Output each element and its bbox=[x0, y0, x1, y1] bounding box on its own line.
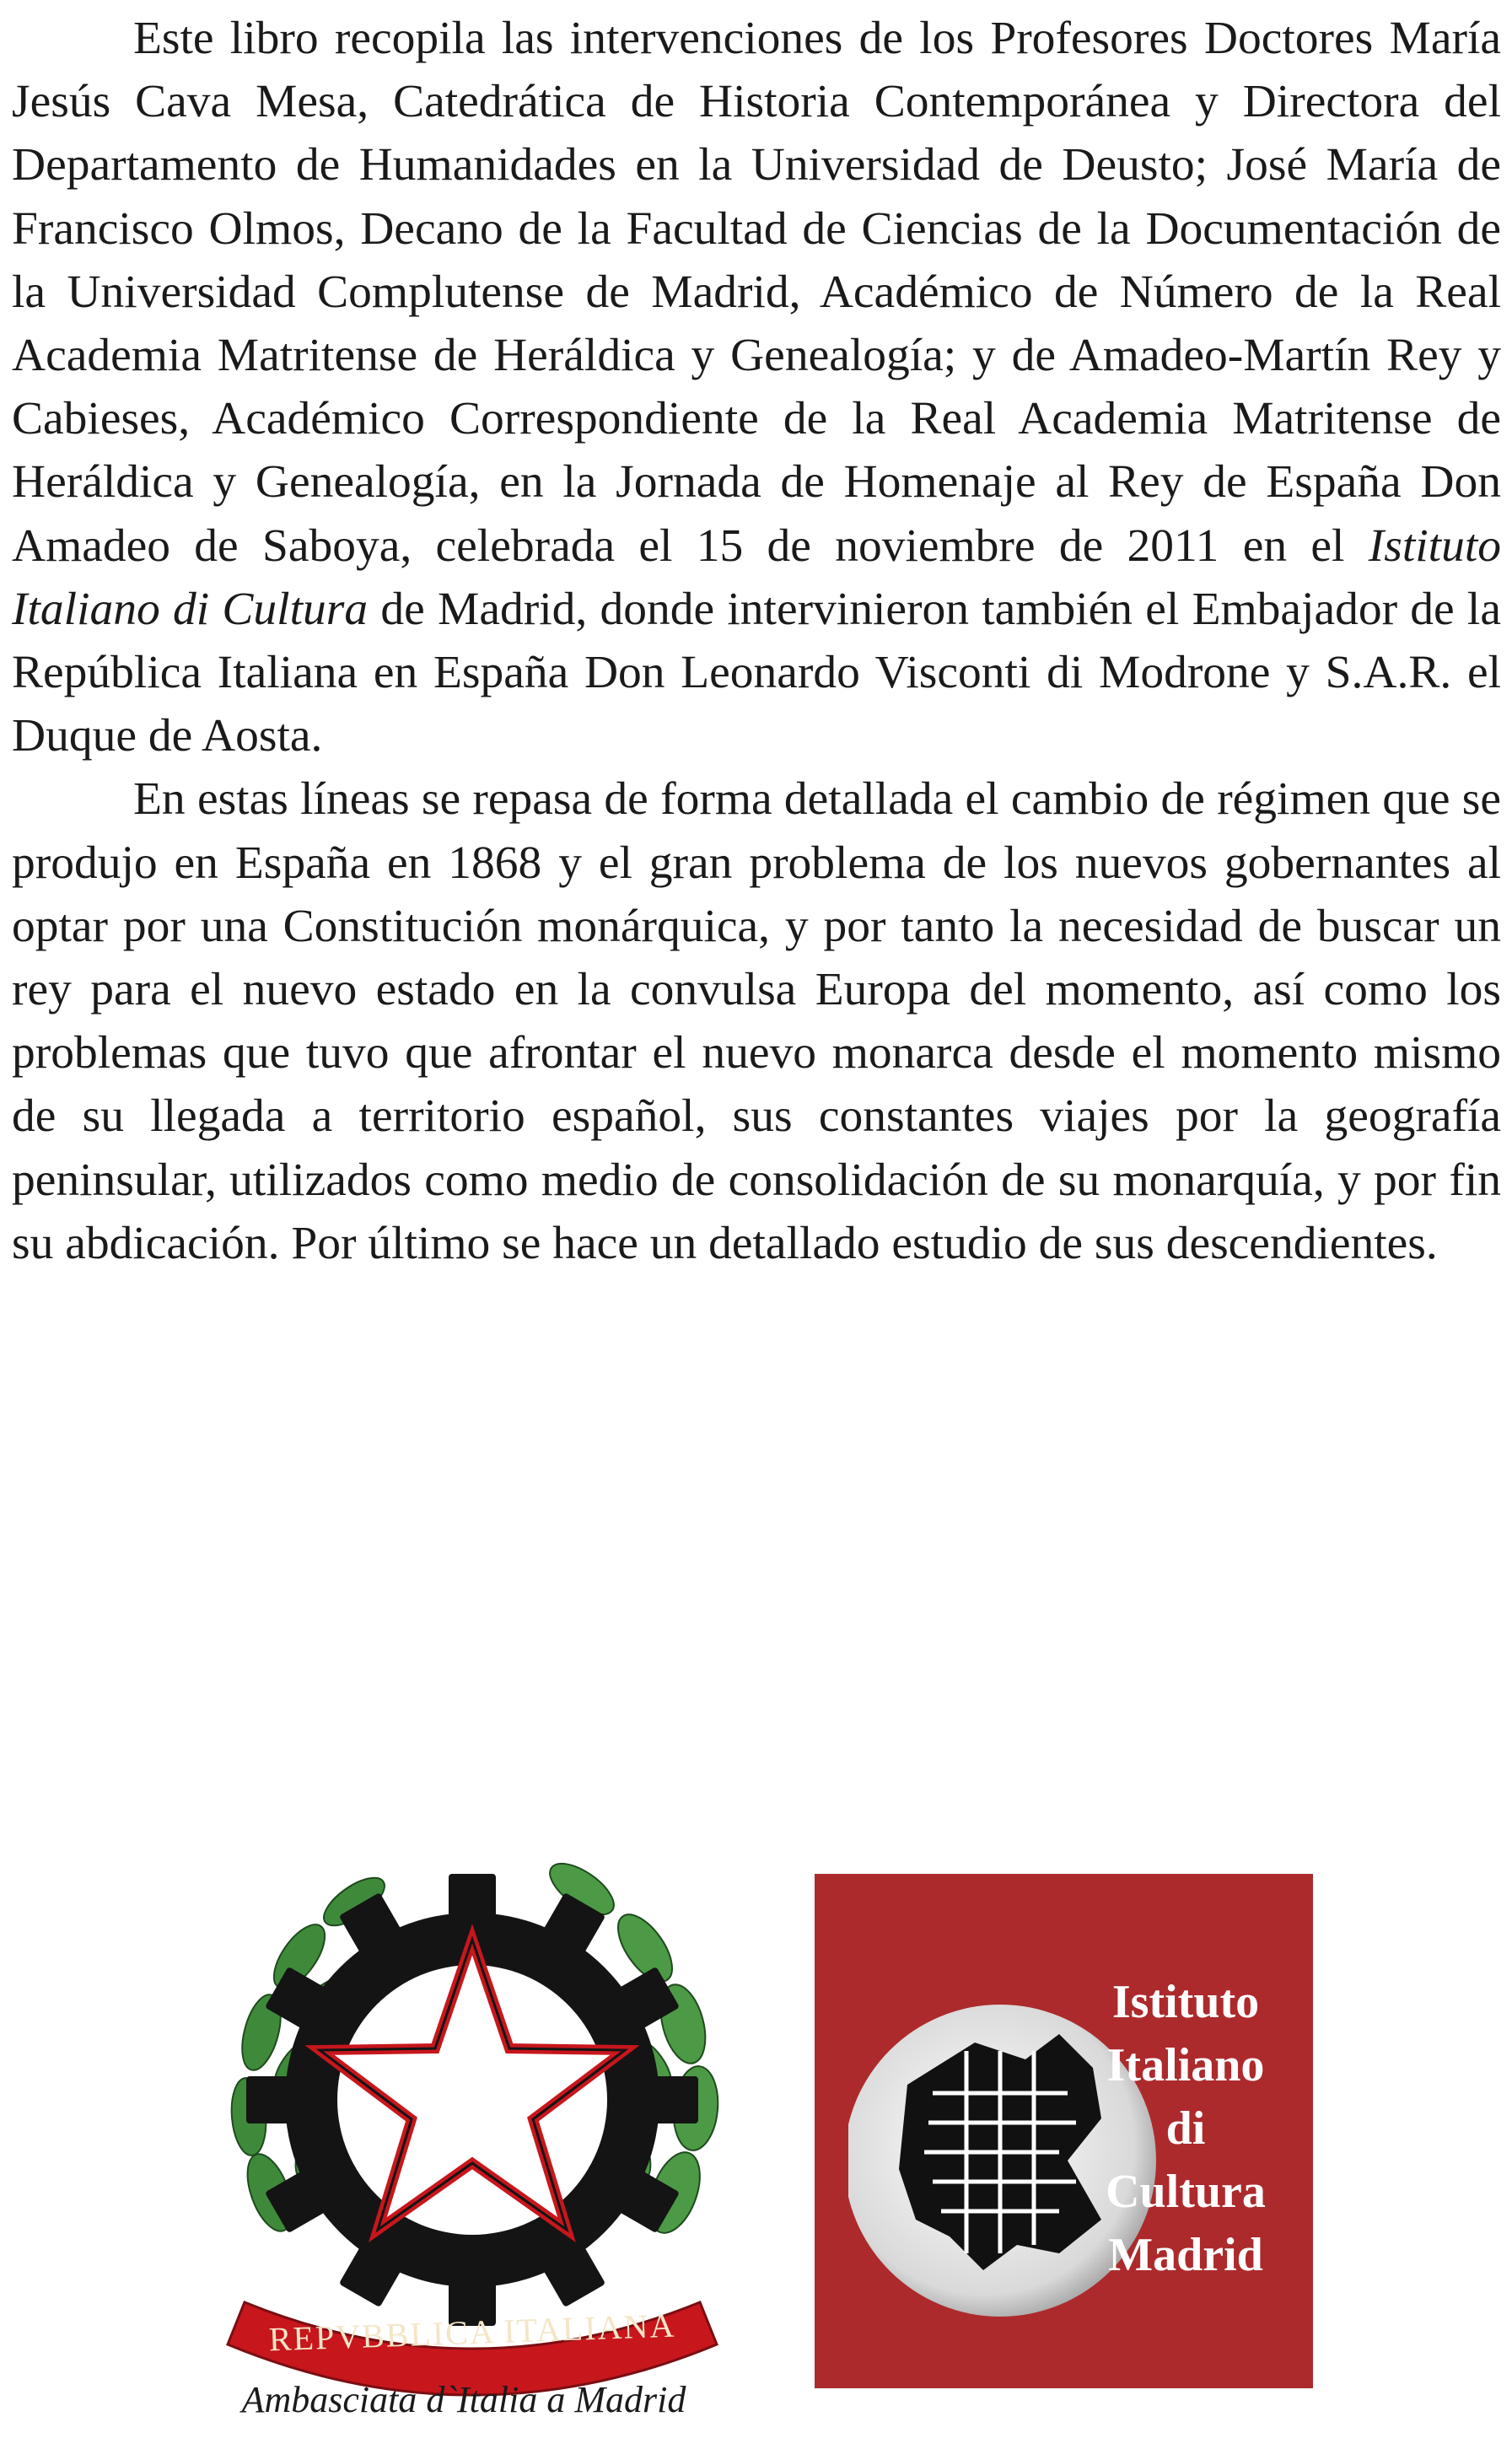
paragraph-2: En estas líneas se repasa de forma detallada el cambio de régimen que se produjo en España en 1868 y el gran problema de los nuevos gobernantes al optar por una Constitución monárquica, y por tanto la necesidad de buscar un rey para el nuevo estado en la convulsa Europa del momento, así como los problemas que tuvo que afrontar el nuevo monarca desde el momento mismo de su llegada a territorio español, sus constantes viajes por la geografía peninsular, utilizados como medio de consolidación de su monarquía, y por fin su abdicación. Por último se hace un detallado estudio de sus descendientes. bbox=[12, 773, 1501, 1269]
iic-line-3: di bbox=[1165, 2102, 1206, 2155]
iic-line-1: Istituto bbox=[1111, 1976, 1260, 2028]
iic-line-4: Cultura bbox=[1106, 2166, 1266, 2218]
body-text bbox=[12, 7, 1501, 1275]
institute-name-italic: Istituto Italiano di Cultura bbox=[12, 519, 1501, 635]
paragraph-1-text-cont: de Madrid, donde intervinieron también el Embajador de la República Italiana en España Don Leonardo Visconti di Modrone y S.A.R. el Duque de Aosta. bbox=[12, 583, 1501, 762]
iic-line-5: Madrid bbox=[1108, 2229, 1263, 2281]
italian-republic-emblem bbox=[211, 1796, 734, 2403]
emblem-ribbon-text: REPVBBLICA ITALIANA bbox=[268, 2306, 676, 2359]
embassy-caption: Ambasciata d`Italia a Madrid bbox=[241, 2379, 686, 2420]
iic-madrid-logo bbox=[815, 1874, 1313, 2388]
iic-line-2: Italiano bbox=[1106, 2039, 1265, 2091]
iic-name bbox=[1063, 1971, 1308, 2287]
paragraph-1 bbox=[12, 7, 1501, 767]
paragraph-1-text: Este libro recopila las intervenciones de los Profesores Doctores María Jesús Cava Mesa, Catedrática de Historia Contemporánea y Directora del Departamento de Humanidades en la Universidad de Deusto; José María de Francisco Olmos, Decano de la Facultad de Ciencias de la Documentación de la Universidad Complutense de Madrid, Académico de Número de la Real Academia Matritense de Heráldica y Genealogía; y de Amadeo-Martín Rey y Cabieses, Académico Correspondiente de la Real Academia Matritense de Heráldica y Genealogía, en la Jornada de Homenaje al Rey de España Don Amadeo de Saboya, celebrada el 15 de noviembre de 2011 en el bbox=[12, 13, 1501, 572]
